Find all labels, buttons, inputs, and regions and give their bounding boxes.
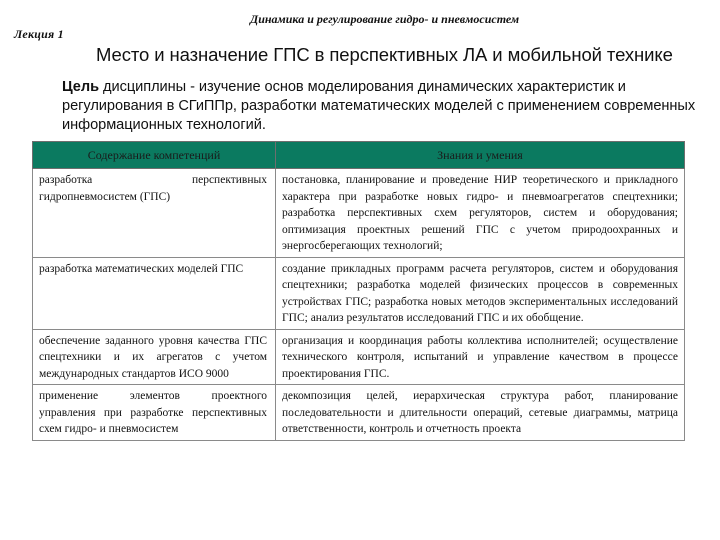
table-row [33,257,685,329]
competency-cell: разработка математических моделей ГПС [33,257,276,329]
competencies-table [32,141,685,441]
knowledge-cell: организация и координация работы коллектива исполнителей; осуществление технического контроля, испытаний и управление качеством в процессе проектирования ГПС. [276,329,685,385]
table-row [33,385,685,441]
knowledge-cell: декомпозиция целей, иерархическая структура работ, планирование последовательности и длительности операций, сетевые диаграммы, матрица ответственности, контроль и отчетность проекта [276,385,685,441]
header-competency: Содержание компетенций [33,142,276,169]
table-row [33,169,685,258]
competency-cell: разработка перспективных гидропневмосистем (ГПС) [33,169,276,258]
header-knowledge: Знания и умения [276,142,685,169]
competency-cell: обеспечение заданного уровня качества ГПС спецтехники и их агрегатов с учетом международных стандартов ИСО 9000 [33,329,276,385]
goal-paragraph [62,78,710,135]
goal-lead: Цель [62,79,99,95]
course-title: Динамика и регулирование гидро- и пневмосистем [250,12,520,26]
table-row [33,329,685,385]
slide-title: Место и назначение ГПС в перспективных ЛА и мобильной технике [96,44,673,65]
knowledge-cell: создание прикладных программ расчета регуляторов, систем и оборудования спецтехники; разработка моделей физических процессов в современных устройствах ГПС; разработка новых методов экспериментальных исследований ГПС; анализ результатов исследований ГПС и их обобщение. [276,257,685,329]
goal-text: дисциплины - изучение основ моделирования динамических характеристик и регулирования в СГиППр, разработки математических моделей с применением современных информационных технологий. [62,79,696,133]
knowledge-cell: постановка, планирование и проведение НИР теоретического и прикладного характера при разработке новых гидро- и пневмоагрегатов спецтехники; разработка перспективных схем регуляторов, систем и оборудования; оптимизация проектных решений ГПС с учетом природоохранных и энергосберегающих технологий; [276,169,685,258]
competency-cell: применение элементов проектного управления при разработке перспективных схем гидро- и пневмосистем [33,385,276,441]
lecture-label: Лекция 1 [14,27,64,41]
table-header-row [33,142,685,169]
